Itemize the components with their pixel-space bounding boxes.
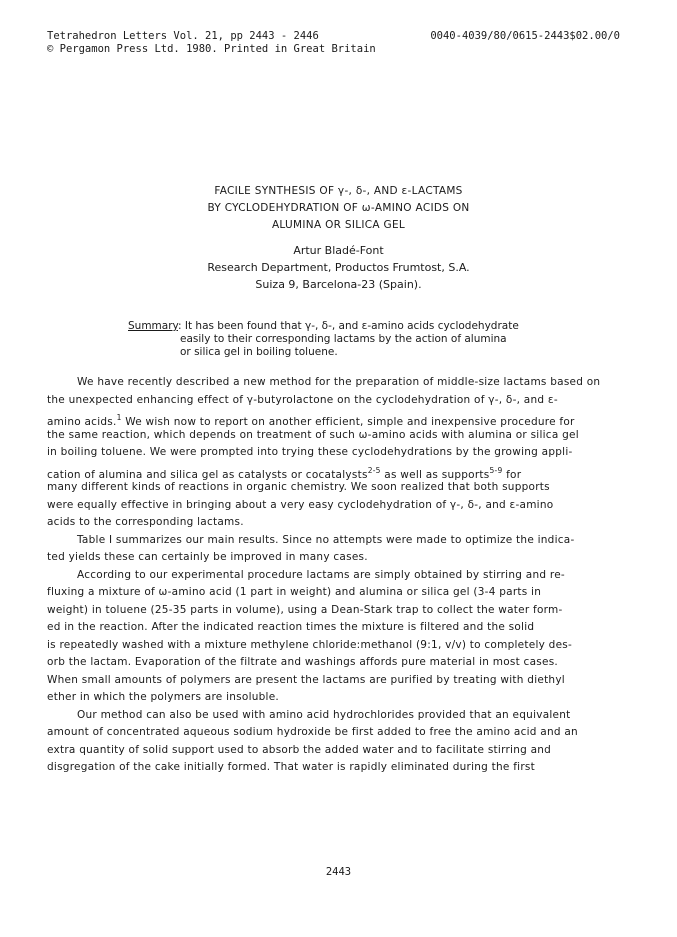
body-line: disgregation of the cake initially formed. That water is rapidly eliminated during the first [47, 761, 535, 773]
author-block [0, 242, 677, 293]
title-line-1: FACILE SYNTHESIS OF γ-, δ-, AND ε-LACTAMS [214, 185, 463, 197]
copyright-line: © Pergamon Press Ltd. 1980. Printed in Great Britain [47, 43, 376, 55]
body-line: When small amounts of polymers are present the lactams are purified by treating with diethyl [47, 673, 565, 686]
summary-line-2: easily to their corresponding lactams by the action of alumina [180, 333, 507, 345]
body-line: is repeatedly washed with a mixture methylene chloride:methanol (9:1, v/v) to completely des- [47, 638, 573, 651]
citation-superscript: 5-9 [489, 465, 503, 475]
body-text-span: for [502, 468, 522, 481]
author-name: Artur Bladé-Font [293, 244, 384, 257]
body-line: in boiling toluene. We were prompted into trying these cyclodehydrations by the growing appli- [47, 446, 573, 458]
body-line: ed in the reaction. After the indicated reaction times the mixture is filtered and the solid [47, 621, 535, 633]
article-code: 0040-4039/80/0615-2443$02.00/0 [430, 30, 620, 42]
body-line: acids to the corresponding lactams. [47, 516, 244, 528]
body-line: We have recently described a new method for the preparation of middle-size lactams based on [77, 376, 601, 388]
page-number: 2443 [325, 866, 352, 878]
body-line: were equally effective in bringing about a very easy cyclodehydration of γ-, δ-, and ε-amino [47, 498, 554, 511]
body-line: fluxing a mixture of ω-amino acid (1 part in weight) and alumina or silica gel (3-4 parts in [47, 586, 542, 598]
body-line: orb the lactam. Evaporation of the filtrate and washings affords pure material in most cases. [47, 656, 558, 668]
body-line: weight) in toluene (25-35 parts in volume), using a Dean-Stark trap to collect the water form- [47, 603, 563, 616]
body-line: many different kinds of reactions in organic chemistry. We soon realized that both supports [47, 481, 550, 493]
body-text-span: We wish now to report on another efficient, simple and inexpensive procedure for [121, 416, 575, 428]
summary-line-3: or silica gel in boiling toluene. [180, 346, 338, 358]
body-text-span: cation of alumina and silica gel as catalysts or cocatalysts [47, 468, 368, 481]
summary-label: Summary [128, 320, 178, 332]
body-text-span: amino acids. [47, 416, 117, 428]
journal-header [47, 30, 376, 56]
article-body [47, 374, 627, 777]
body-line: Our method can also be used with amino acid hydrochlorides provided that an equivalent [77, 708, 571, 721]
citation-superscript: 2-5 [367, 465, 381, 475]
body-line: According to our experimental procedure lactams are simply obtained by stirring and re- [77, 568, 565, 581]
body-line: Table I summarizes our main results. Since no attempts were made to optimize the indica- [77, 533, 575, 546]
body-text-span: as well as supports [380, 468, 490, 481]
title-line-3: ALUMINA OR SILICA GEL [271, 219, 406, 231]
summary-line-1: : It has been found that γ-, δ-, and ε-amino acids cyclodehydrate [177, 320, 519, 332]
body-line [47, 462, 627, 480]
author-affiliation: Research Department, Productos Frumtost, S.A. [207, 261, 470, 274]
body-line: ether in which the polymers are insoluble. [47, 691, 280, 703]
article-title [0, 183, 677, 234]
title-line-2: BY CYCLODEHYDRATION OF ω-AMINO ACIDS ON [207, 202, 470, 214]
body-line [47, 409, 627, 427]
body-line: extra quantity of solid support used to absorb the added water and to facilitate stirring and [47, 743, 552, 756]
summary-block [128, 320, 568, 359]
body-line: the same reaction, which depends on treatment of such ω-amino acids with alumina or silica gel [47, 428, 579, 441]
author-address: Suiza 9, Barcelona-23 (Spain). [255, 278, 422, 291]
journal-citation: Tetrahedron Letters Vol. 21, pp 2443 - 2446 [47, 30, 319, 42]
citation-superscript: 1 [116, 413, 122, 422]
body-line: amount of concentrated aqueous sodium hydroxide be first added to free the amino acid and an [47, 726, 578, 738]
body-line: ted yields these can certainly be improved in many cases. [47, 551, 368, 563]
body-line: the unexpected enhancing effect of γ-butyrolactone on the cyclodehydration of γ-, δ-, and ε- [47, 393, 558, 406]
